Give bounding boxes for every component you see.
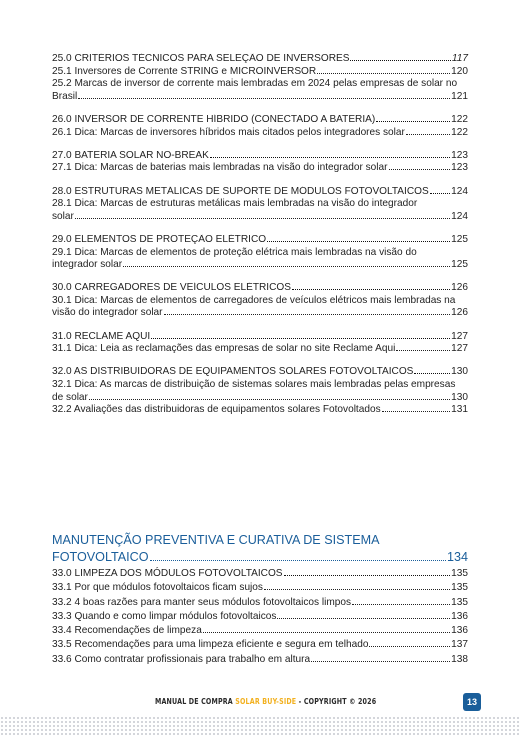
page-number: 123 <box>451 162 468 174</box>
page-number: 125 <box>451 259 468 271</box>
page-number: 126 <box>451 282 468 294</box>
toc-item[interactable]: 32.2 Avaliações das distribuidoras de equipamentos solares Fotovoltados 131 <box>52 404 468 416</box>
toc-section-25 <box>52 53 468 103</box>
page-number: 136 <box>451 625 468 637</box>
toc-item[interactable]: 26.1 Dica: Marcas de inversores híbridos mais citados pelos integradores solar 122 <box>52 126 468 138</box>
page-number: 135 <box>451 596 468 608</box>
toc-item[interactable]: 29.1 Dica: Marcas de elementos de proteção elétrica mais lembradas na visão do integrador solar 125 <box>52 246 468 271</box>
page-number: 136 <box>451 610 468 622</box>
page-number: 117 <box>451 53 468 64</box>
page-number: 126 <box>451 307 468 319</box>
toc-item[interactable]: 33.1 Por que módulos fotovoltaicos ficam sujos 135 <box>52 581 468 595</box>
page-number: 121 <box>451 90 468 102</box>
toc-heading[interactable]: 31.0 RECLAME AQUI 127 <box>52 330 468 342</box>
page-number: 131 <box>451 404 468 416</box>
page-number: 124 <box>451 210 468 222</box>
toc-item[interactable]: 31.1 Dica: Leia as reclamações das empresas de solar no site Reclame Aqui 127 <box>52 343 468 355</box>
toc-section-31 <box>52 331 468 356</box>
toc-item[interactable]: 25.1 Inversores de Corrente STRING e MICROINVERSOR 120 <box>52 65 468 77</box>
toc-heading[interactable]: 30.0 CARREGADORES DE VEÍCULOS ELÉTRICOS 126 <box>52 282 468 294</box>
toc-heading[interactable]: 33.0 LIMPEZA DOS MÓDULOS FOTOVOLTAICOS 135 <box>52 567 468 581</box>
footer-copyright: MANUAL DE COMPRA SOLAR BUY-SIDE - COPYRIGHT © 2026 <box>155 696 377 706</box>
page-number: 130 <box>451 391 468 403</box>
toc-item[interactable]: 33.2 4 boas razões para manter seus módulos fotovoltaicos limpos 135 <box>52 596 468 610</box>
page-number: 130 <box>451 366 468 378</box>
page-number: 122 <box>451 113 468 125</box>
page-number: 124 <box>451 185 468 197</box>
toc-item[interactable]: 32.1 Dica: As marcas de distribuição de sistemas solares mais lembradas pelas empresas de solar 130 <box>52 379 468 403</box>
toc-item[interactable]: 33.4 Recomendações de limpeza 136 <box>52 624 468 638</box>
toc-section-32 <box>52 366 468 416</box>
toc-heading[interactable]: 28.0 ESTRUTURAS METÁLICAS DE SUPORTE DE MÓDULOS FOTOVOLTAICOS 124 <box>52 185 468 197</box>
toc-item[interactable]: 28.1 Dica: Marcas de estruturas metálicas mais lembradas na visão do integrador solar 124 <box>52 198 468 222</box>
toc-item[interactable]: 27.1 Dica: Marcas de baterias mais lembradas na visão do integrador solar 123 <box>52 162 468 174</box>
page-number: 138 <box>451 653 468 665</box>
toc-section-30 <box>52 282 468 320</box>
page-number: 125 <box>451 233 468 245</box>
toc-item[interactable]: 25.2 Marcas de inversor de corrente mais lembradas em 2024 pelas empresas de solar no Brasil 121 <box>52 78 468 102</box>
page-number: 134 <box>446 550 468 564</box>
toc-item[interactable]: 30.1 Dica: Marcas de elementos de carregadores de veículos elétricos mais lembradas na visão do integrador solar 126 <box>52 294 468 319</box>
toc-heading[interactable]: 32.0 AS DISTRIBUIDORAS DE EQUIPAMENTOS SOLARES FOTOVOLTAICOS 130 <box>52 366 468 378</box>
toc-heading[interactable]: 26.0 INVERSOR DE CORRENTE HÍBRIDO (CONECTADO A BATERIA) 122 <box>52 113 468 125</box>
page-number: 135 <box>451 582 468 594</box>
page-number: 127 <box>451 330 468 342</box>
table-of-contents-maintenance <box>52 567 468 667</box>
toc-section-26 <box>52 114 468 139</box>
brand-highlight: SOLAR BUY-SIDE <box>235 696 297 706</box>
toc-section-29 <box>52 234 468 272</box>
page-number: 120 <box>451 65 468 77</box>
page-number: 137 <box>451 639 468 651</box>
toc-heading[interactable]: 27.0 BATERIA SOLAR NO-BREAK 123 <box>52 149 468 161</box>
page-number: 122 <box>451 126 468 138</box>
toc-item[interactable]: 33.5 Recomendações para uma limpeza eficiente e segura em telhado 137 <box>52 638 468 652</box>
toc-heading[interactable]: 29.0 ELEMENTOS DE PROTEÇÃO ELÉTRICO 125 <box>52 233 468 245</box>
toc-heading[interactable]: 25.0 CRITÉRIOS TÉCNICOS PARA SELEÇÃO DE INVERSORES 117 <box>52 53 468 64</box>
section-heading[interactable]: MANUTENÇÃO PREVENTIVA E CURATIVA DE SISTEMA FOTOVOLTAICO 134 <box>52 533 468 564</box>
page-footer <box>0 693 520 711</box>
page-number-badge: 13 <box>463 693 481 711</box>
toc-item[interactable]: 33.6 Como contratar profissionais para trabalho em altura 138 <box>52 653 468 667</box>
table-of-contents <box>52 53 468 427</box>
page-number: 127 <box>451 343 468 355</box>
page-number: 123 <box>451 149 468 161</box>
toc-item[interactable]: 33.3 Quando e como limpar módulos fotovoltaicos 136 <box>52 610 468 624</box>
decorative-dot-pattern <box>0 716 520 736</box>
page-number: 135 <box>451 568 468 579</box>
toc-section-28 <box>52 186 468 224</box>
toc-section-27 <box>52 150 468 175</box>
